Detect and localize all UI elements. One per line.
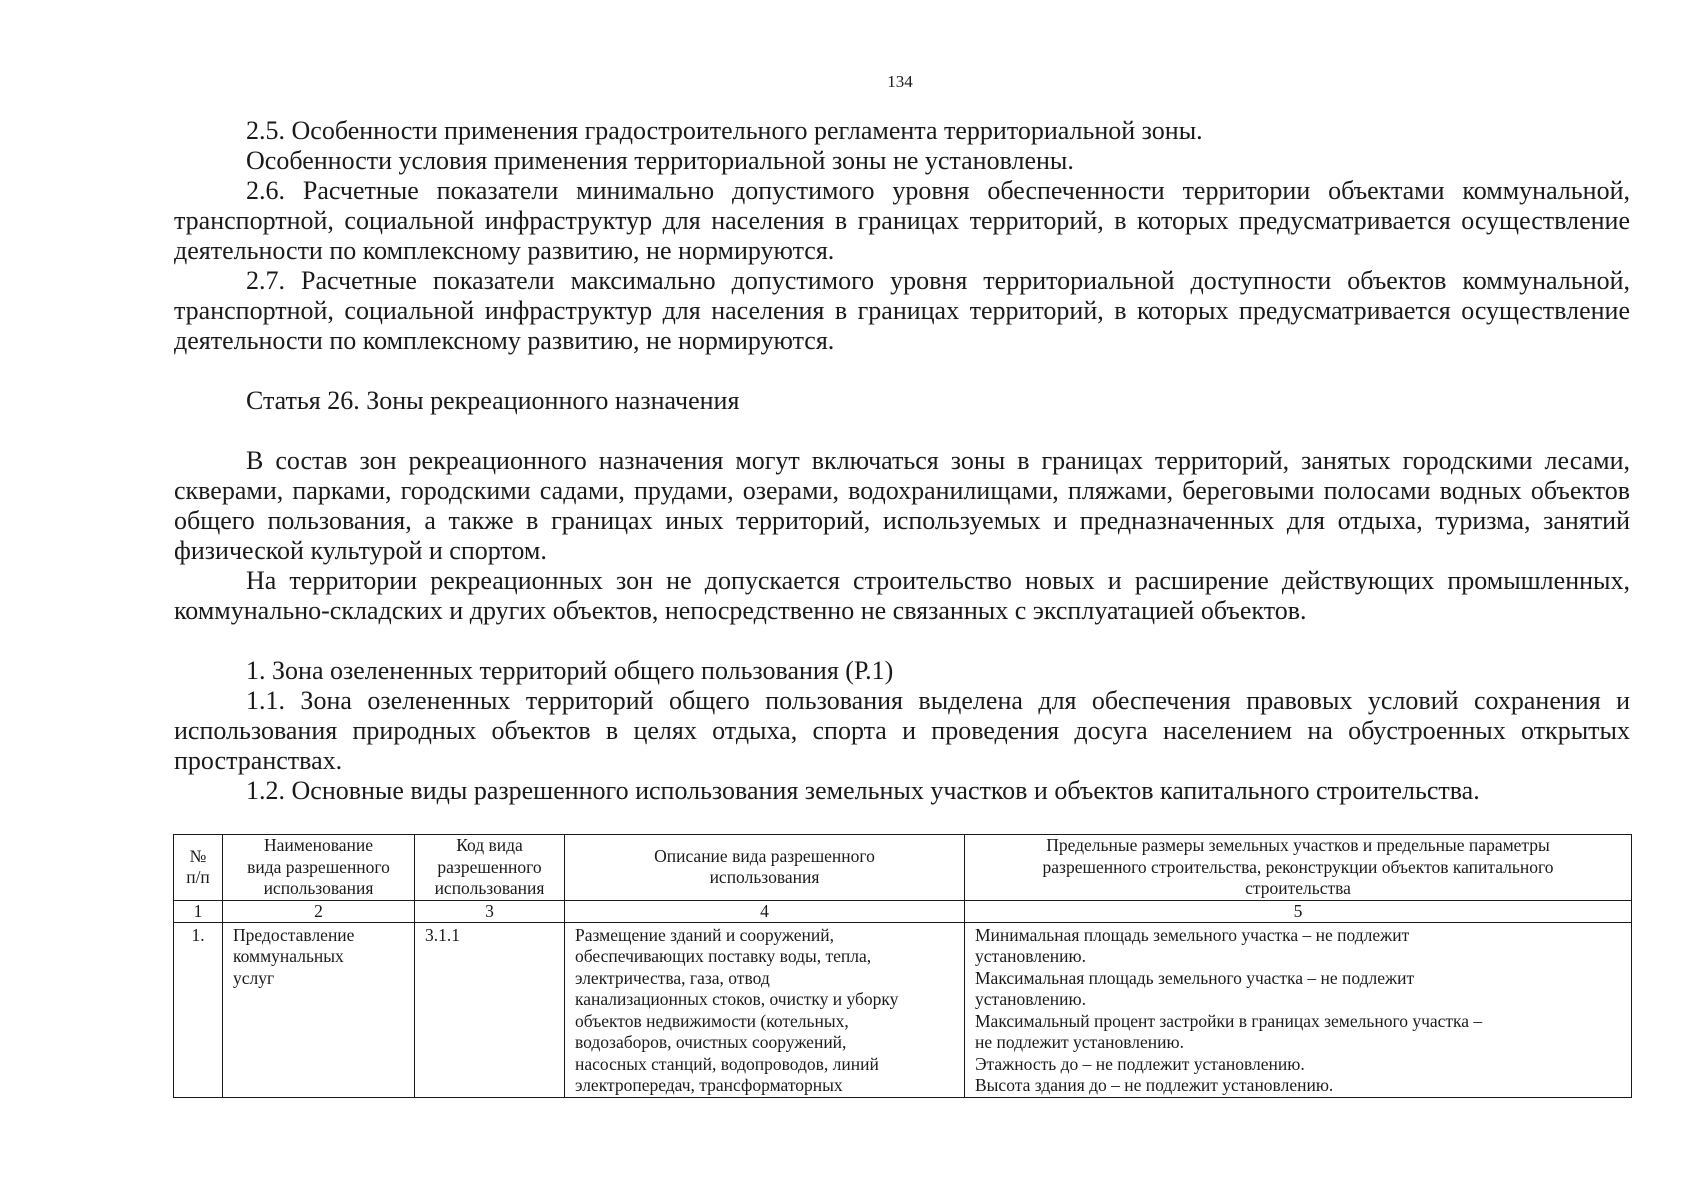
column-number-row [174,900,1632,922]
use-name-cell: Предоставление коммунальных услуг [223,922,415,1097]
header-description: Описание вида разрешенного использования [565,835,965,901]
column-number: 1 [174,900,223,922]
limits-cell: Минимальная площадь земельного участка – не подлежит установлению. Максимальная площадь земельного участка – не подлежит установлению. Максимальный процент застройки в границах земельного участка – не подлежит установлению. Этажность до – не подлежит установлению. Высота здания до – не подлежит установлению. [965,922,1632,1097]
table-row [174,922,1632,1097]
header-number: № п/п [174,835,223,901]
use-code-cell: 3.1.1 [415,922,565,1097]
row-number: 1. [174,922,223,1097]
page-number: 134 [887,72,913,91]
article-heading: Статья 26. Зоны рекреационного назначения [246,386,740,415]
header-use-name: Наименование вида разрешенного использования [223,835,415,901]
paragraph-1-2: 1.2. Основные виды разрешенного использования земельных участков и объектов капитального строительства. [246,776,1480,805]
paragraph-intro-restrictions: На территории рекреационных зон не допускается строительство новых и расширение действующих промышленных, коммунально-складских и других объектов, непосредственно не связанных с эксплуатацией объектов. [174,566,1630,625]
paragraph-2-6: 2.6. Расчетные показатели минимально допустимого уровня обеспеченности территории объектами коммунальной, транспортной, социальной инфраструктур для населения в границах территорий, в которых предусматривается осуществление деятельности по комплексному развитию, не нормируются. [174,176,1630,265]
column-number: 5 [965,900,1632,922]
permitted-use-table [173,834,1632,1098]
paragraph-2-7: 2.7. Расчетные показатели максимально допустимого уровня территориальной доступности объектов коммунальной, транспортной, социальной инфраструктур для населения в границах территорий, в которых предусматривается осуществление деятельности по комплексному развитию, не нормируются. [174,266,1630,355]
header-use-code: Код вида разрешенного использования [415,835,565,901]
table-header-row [174,835,1632,901]
column-number: 2 [223,900,415,922]
document-body [174,116,1630,806]
column-number: 4 [565,900,965,922]
spacer [174,626,1630,656]
header-limits: Предельные размеры земельных участков и предельные параметры разрешенного строительства, реконструкции объектов капитального строительства [965,835,1632,901]
description-cell: Размещение зданий и сооружений, обеспечивающих поставку воды, тепла, электричества, газа, отвод канализационных стоков, очистку и уборку объектов недвижимости (котельных, водозаборов, очистных сооружений, насосных станций, водопроводов, линий электропередач, трансформаторных [565,922,965,1097]
zone-heading: 1. Зона озелененных территорий общего пользования (Р.1) [246,656,894,685]
paragraph-1-1: 1.1. Зона озелененных территорий общего пользования выделена для обеспечения правовых условий сохранения и использования природных объектов в целях отдыха, спорта и проведения досуга населением на обустроенных открытых пространствах. [174,686,1630,775]
paragraph-intro-composition: В состав зон рекреационного назначения могут включаться зоны в границах территорий, занятых городскими лесами, скверами, парками, городскими садами, прудами, озерами, водохранилищами, пляжами, береговыми полосами водных объектов общего пользования, а также в границах иных территорий, используемых и предназначенных для отдыха, туризма, занятий физической культурой и спортом. [174,446,1630,565]
spacer [174,416,1630,446]
spacer [174,356,1630,386]
paragraph-2-5: 2.5. Особенности применения градостроительного регламента территориальной зоны. [246,116,1203,145]
paragraph-2-5-note: Особенности условия применения территориальной зоны не установлены. [246,146,1074,175]
column-number: 3 [415,900,565,922]
